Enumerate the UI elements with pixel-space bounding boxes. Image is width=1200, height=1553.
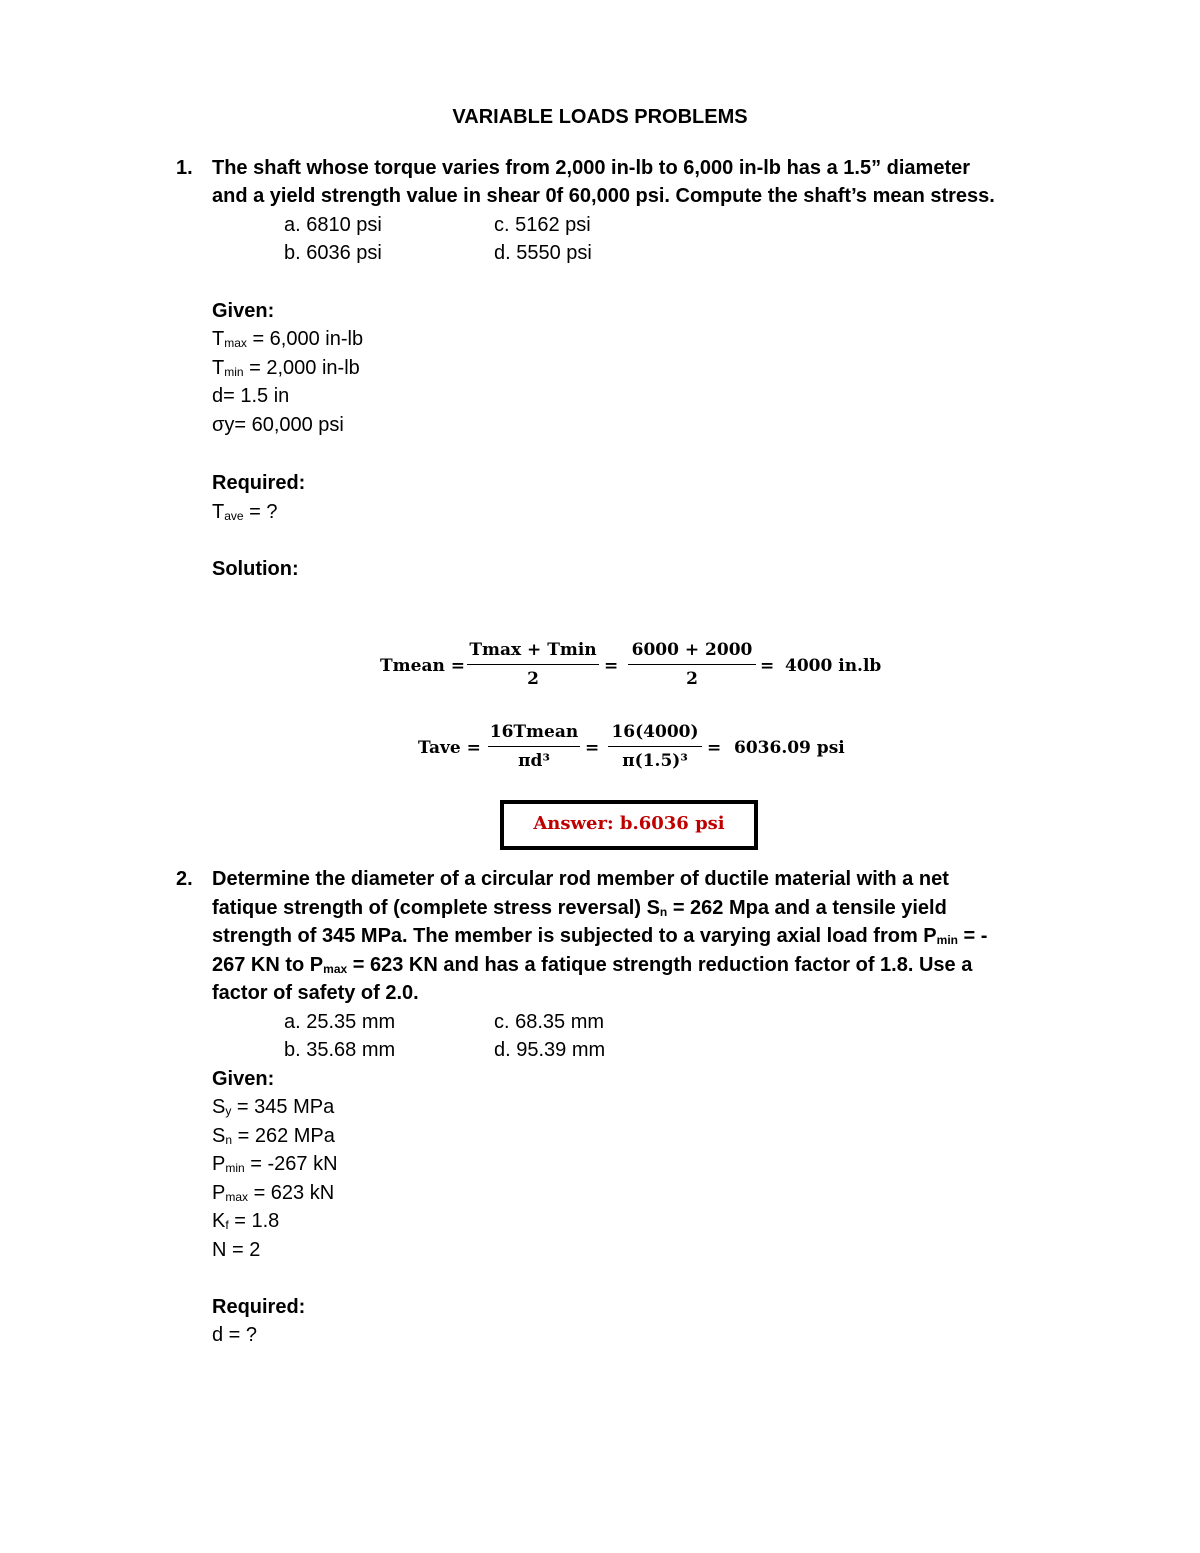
problem-1-line-1: The shaft whose torque varies from 2,000 in-lb to 6,000 in-lb has a 1.5” diameter [212,157,971,179]
eq1-result: 4000 in.lb [785,656,882,676]
problem-2-given-label: Given: [212,1068,275,1090]
problem-1-number: 1. [176,157,193,179]
problem-2-line-3: strength of 345 MPa. The member is subjected to a varying axial load from $P_{min}$ = - [212,925,988,947]
eq1-f1-denominator: 2 [527,669,539,689]
problem-2-choice-d: d. 95.39 mm [494,1039,606,1061]
problem-2-choice-c: c. 68.35 mm [494,1011,605,1033]
given-sn: $S_n = 262$ MPa [212,1125,335,1147]
eq1-equals-a: = [604,656,619,676]
eq2-fraction-1 [488,722,580,771]
eq1-f2-numerator: 6000 + 2000 [631,640,753,660]
eq2-result: 6036.09 psi [734,738,845,758]
eq2-equals-b: = [707,738,722,758]
problem-2-line-5: factor of safety of 2.0. [212,982,419,1004]
given-tmax: $T_{max} = 6,000$ in-lb [212,328,364,350]
eq2-equals-a: = [585,738,600,758]
problem-1-line-2: and a yield strength value in shear 0f 60,000 psi. Compute the shaft’s mean stress. [212,185,995,207]
problem-2-line-4: 267 KN to $P_{max} = 623$ KN and has a fatique strength reduction factor of 1.8. Use a [212,954,973,976]
eq1-f1-numerator: Tmax + Tmin [469,640,597,660]
given-tmin: $T_{min} = 2,000$ in-lb [212,357,360,379]
page-title: VARIABLE LOADS PROBLEMS [452,106,748,128]
eq1-fraction-2 [628,640,756,689]
given-pmax: $P_{max} = 623$ kN [212,1182,335,1204]
problem-1-required-label: Required: [212,472,306,494]
answer-text: Answer: b.6036 psi [533,813,725,834]
solution-label: Solution: [212,558,299,580]
eq2-fraction-2 [608,722,702,771]
eq2-lhs: Tave = [418,738,481,758]
eq2-f1-denominator: πd³ [518,751,550,771]
given-yield-strength: σy= 60,000 psi [212,414,344,436]
problem-2-required-label: Required: [212,1296,306,1318]
problem-2-line-2: fatique strength of (complete stress reversal) $S_n = 262$ Mpa and a tensile yield [212,897,947,919]
eq1-f2-denominator: 2 [686,669,698,689]
eq1-fraction-1 [467,640,599,689]
given-n: N = 2 [212,1239,261,1261]
eq2-f2-denominator: π(1.5)³ [622,751,688,771]
given-diameter: d= 1.5 in [212,385,290,407]
problem-1-choice-d: d. 5550 psi [494,242,592,264]
problem-1-given-label: Given: [212,300,275,322]
problem-2-number: 2. [176,868,193,890]
problem-1-choice-a: a. 6810 psi [284,214,382,236]
eq1-equals-b: = [760,656,775,676]
problem-2-line-1: Determine the diameter of a circular rod member of ductile material with a net [212,868,949,890]
problem-1-choice-b: b. 6036 psi [284,242,382,264]
required-d: d = ? [212,1324,258,1346]
given-kf: $K_f = 1.8$ [212,1210,280,1232]
eq1-lhs: Tmean = [380,656,465,676]
eq2-f2-numerator: 16(4000) [611,722,699,742]
given-sy: $S_y = 345$ MPa [212,1096,335,1118]
problem-1-choice-c: c. 5162 psi [494,214,591,236]
given-pmin: $P_{min} = -267$ kN [212,1153,338,1175]
eq2-f1-numerator: 16Tmean [489,722,579,742]
answer-box [500,800,758,850]
required-tave: $T_{ave}$ = ? [212,501,278,523]
problem-2-choice-b: b. 35.68 mm [284,1039,396,1061]
problem-2-choice-a: a. 25.35 mm [284,1011,396,1033]
